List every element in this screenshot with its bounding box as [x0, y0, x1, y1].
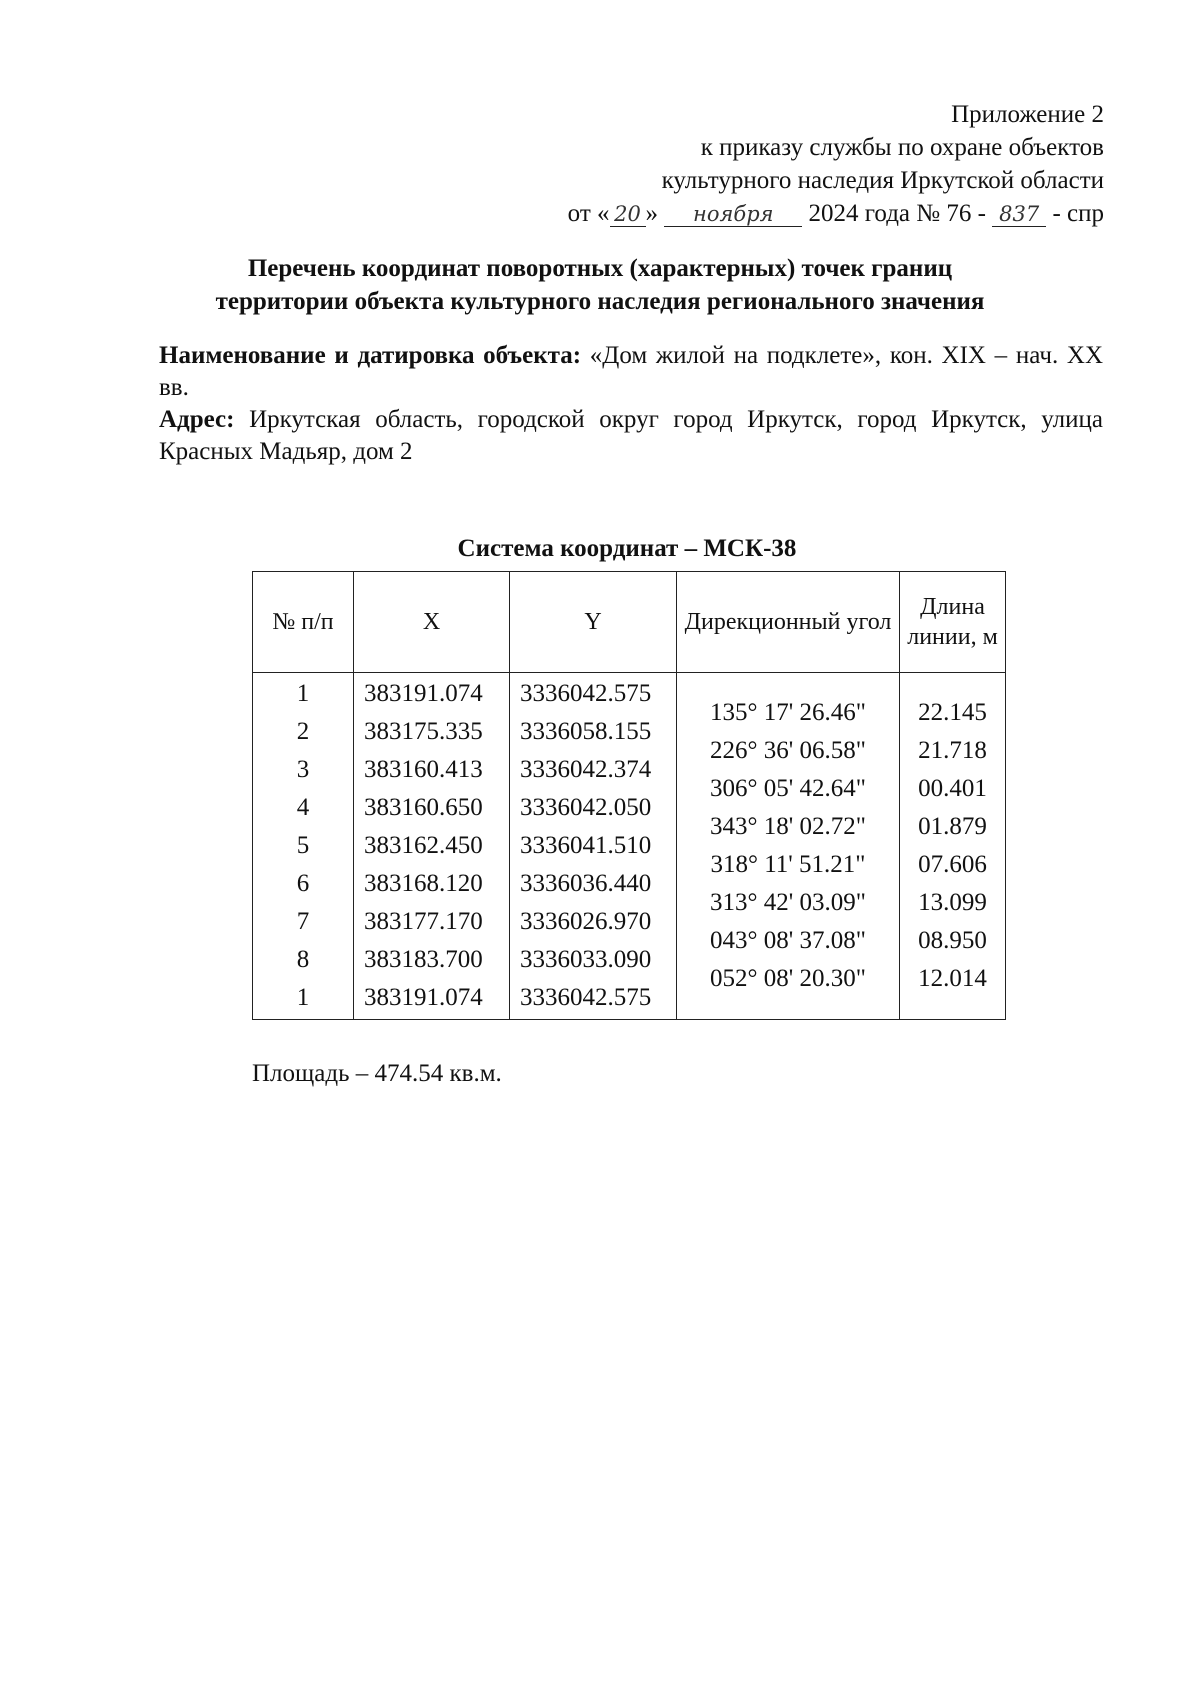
direction-angle-cell: 343° 18' 02.72" [710, 813, 866, 840]
handwritten-day: 20 [610, 202, 646, 227]
area-statement: Площадь – 474.54 кв.м. [252, 1060, 502, 1087]
point-number-cell: 2 [296, 718, 310, 745]
point-number-cell: 1 [296, 680, 310, 707]
point-number-column [253, 673, 354, 1020]
point-number-cell: 5 [296, 832, 310, 859]
coordinates-table [252, 571, 1006, 1020]
date-quote-close: » [645, 200, 659, 227]
direction-angle-cell: 226° 36' 06.58" [710, 737, 866, 764]
table-caption: Система координат – МСК-38 [457, 535, 797, 562]
y-coordinate-cell: 3336026.970 [520, 908, 652, 935]
line-length-cell: 22.145 [918, 699, 987, 726]
header-x: X [354, 572, 510, 673]
date-prefix: от « [567, 200, 610, 227]
x-column [354, 673, 510, 1020]
row-offset-spacer [683, 675, 893, 694]
handwritten-month: ноября [664, 202, 802, 227]
header-authority: культурного наследия Иркутской области [661, 167, 1104, 194]
point-number-cell: 6 [296, 870, 310, 897]
point-number-cell: 7 [296, 908, 310, 935]
x-coordinate-cell: 383160.650 [364, 794, 483, 821]
header-point-number: № п/п [253, 572, 354, 673]
y-coordinate-cell: 3336033.090 [520, 946, 652, 973]
y-coordinate-cell: 3336042.575 [520, 680, 652, 707]
header-order-ref: к приказу службы по охране объектов [700, 134, 1104, 161]
document-header [568, 98, 1104, 230]
direction-angle-cell: 313° 42' 03.09" [710, 889, 866, 916]
x-coordinate-cell: 383168.120 [364, 870, 483, 897]
header-y: Y [510, 572, 677, 673]
line-length-cell: 08.950 [918, 927, 987, 954]
date-year: 2024 года № 76 - [808, 200, 986, 227]
object-name-label: Наименование и датировка объекта: [159, 342, 582, 369]
y-coordinate-cell: 3336042.050 [520, 794, 652, 821]
line-length-cell: 12.014 [918, 965, 987, 992]
y-coordinate-cell: 3336058.155 [520, 718, 652, 745]
x-coordinate-cell: 383175.335 [364, 718, 483, 745]
direction-angle-cell: 318° 11' 51.21" [710, 851, 866, 878]
point-number-cell: 4 [296, 794, 310, 821]
x-coordinate-cell: 383191.074 [364, 680, 483, 707]
direction-angle-cell: 306° 05' 42.64" [710, 775, 866, 802]
direction-angle-cell: 052° 08' 20.30" [710, 965, 866, 992]
document-title [100, 252, 1100, 318]
line-length-cell: 01.879 [918, 813, 987, 840]
y-coordinate-cell: 3336041.510 [520, 832, 652, 859]
line-length-cell: 00.401 [918, 775, 987, 802]
header-length: Длина линии, м [900, 572, 1006, 673]
object-name-value: «Дом жилой на подклете», кон. XIX – нач. XX вв. [159, 342, 1104, 401]
title-line-1: Перечень координат поворотных (характерных) точек границ [247, 255, 953, 282]
header-angle: Дирекционный угол [677, 572, 900, 673]
object-address [159, 404, 1103, 468]
header-date-line [568, 197, 1104, 230]
object-address-label: Адрес: [159, 406, 235, 433]
x-coordinate-cell: 383160.413 [364, 756, 483, 783]
point-number-cell: 3 [296, 756, 310, 783]
line-length-cell: 21.718 [918, 737, 987, 764]
direction-angle-cell: 043° 08' 37.08" [710, 927, 866, 954]
x-coordinate-cell: 383191.074 [364, 984, 483, 1011]
row-offset-spacer [906, 675, 999, 694]
title-line-2: территории объекта культурного наследия регионального значения [215, 288, 985, 315]
object-address-value: Иркутская область, городской округ город Иркутск, город Иркутск, улица Красных Мадьяр, дом 2 [159, 406, 1104, 465]
x-coordinate-cell: 383162.450 [364, 832, 483, 859]
object-info [159, 340, 1103, 468]
angle-column [677, 673, 900, 1020]
direction-angle-cell: 135° 17' 26.46" [710, 699, 866, 726]
point-number-cell: 1 [296, 984, 310, 1011]
line-length-cell: 07.606 [918, 851, 987, 878]
object-name [159, 340, 1103, 404]
line-length-cell: 13.099 [918, 889, 987, 916]
x-coordinate-cell: 383183.700 [364, 946, 483, 973]
table-body-row [253, 673, 1006, 1020]
point-number-cell: 8 [296, 946, 310, 973]
header-appendix: Приложение 2 [951, 101, 1104, 128]
y-column [510, 673, 677, 1020]
length-column [900, 673, 1006, 1020]
y-coordinate-cell: 3336042.575 [520, 984, 652, 1011]
y-coordinate-cell: 3336042.374 [520, 756, 652, 783]
handwritten-order-number: 837 [992, 202, 1046, 227]
order-suffix: - спр [1052, 200, 1104, 227]
table-header-row [253, 572, 1006, 673]
y-coordinate-cell: 3336036.440 [520, 870, 652, 897]
x-coordinate-cell: 383177.170 [364, 908, 483, 935]
